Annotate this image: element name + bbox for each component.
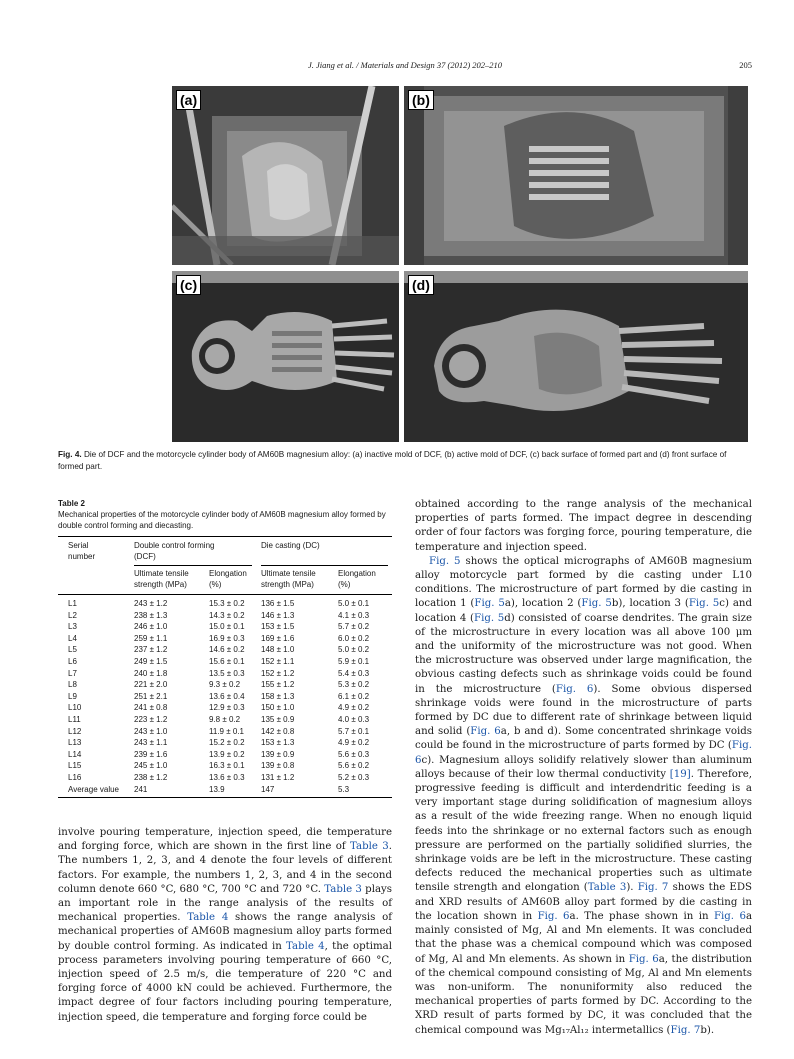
cross-reference-link[interactable]: Fig. 5 — [429, 555, 461, 567]
running-header — [58, 60, 752, 74]
table-cell: 237 ± 1.2 — [134, 645, 168, 655]
cross-reference-link[interactable]: Table 3 — [587, 882, 627, 894]
panel-label-a: (a) — [176, 90, 201, 110]
table-row-label: L14 — [68, 749, 82, 759]
table-cell: 16.3 ± 0.1 — [209, 761, 245, 771]
table-row-label: L16 — [68, 773, 82, 782]
subheader-dcf-uts: Ultimate tensile strength (MPa) — [134, 569, 189, 589]
text-run: c) and location 4 ( — [415, 598, 752, 624]
table-cell: 11.9 ± 0.1 — [209, 726, 244, 736]
table-cell: 240 ± 1.8 — [134, 668, 168, 678]
table-cell: 5.2 ± 0.3 — [338, 773, 370, 782]
mold-photo-a — [172, 86, 399, 265]
figure-caption — [58, 449, 752, 472]
table-cell: 135 ± 0.9 — [261, 715, 295, 724]
cross-reference-link[interactable]: Fig. 5 — [688, 598, 720, 610]
table-cell: 158 ± 1.3 — [261, 691, 295, 701]
figure-caption-label: Fig. 4. — [58, 450, 82, 459]
table-cell: 5.7 ± 0.2 — [338, 622, 370, 632]
text-run: a), location 2 ( — [504, 598, 582, 610]
cross-reference-link[interactable]: Fig. 6 — [555, 683, 594, 695]
table-cell: 131 ± 1.2 — [261, 773, 295, 782]
table-cell: 15.6 ± 0.1 — [209, 657, 245, 666]
table-cell: 259 ± 1.1 — [134, 633, 168, 643]
table-cell: 5.7 ± 0.1 — [338, 726, 370, 736]
table-row-label: L13 — [68, 738, 82, 748]
table-cell: 238 ± 1.2 — [134, 773, 168, 782]
cross-reference-link[interactable]: Fig. 6 — [713, 910, 746, 922]
table-cell: 147 — [261, 784, 275, 794]
table-2 — [58, 498, 392, 798]
table-cell: 249 ± 1.5 — [134, 657, 168, 666]
table-cell: 5.0 ± 0.1 — [338, 599, 370, 608]
table-header-rule — [58, 594, 392, 595]
table-row-label: L3 — [68, 622, 77, 632]
table-cell: 5.6 ± 0.3 — [338, 749, 370, 759]
table-cell: 13.6 ± 0.4 — [209, 691, 245, 701]
table-row-label: L1 — [68, 599, 77, 608]
table-cell: 4.9 ± 0.2 — [338, 703, 370, 713]
table-title: Table 2 — [58, 499, 85, 508]
table-cell: 5.4 ± 0.3 — [338, 668, 370, 678]
table-cell: 241 ± 0.8 — [134, 703, 168, 713]
table-row-label: L6 — [68, 657, 77, 666]
table-cell: 9.8 ± 0.2 — [209, 715, 241, 724]
header-dcf: Double control forming (DCF) — [134, 541, 215, 561]
table-row-label: L10 — [68, 703, 82, 713]
table-row-label: L15 — [68, 761, 82, 771]
table-cell: 150 ± 1.0 — [261, 703, 295, 713]
table-cell: 15.0 ± 0.1 — [209, 622, 245, 632]
part-photo-c — [172, 271, 399, 442]
table-row-label: L9 — [68, 691, 77, 701]
text-run: a, b and d). Some concentrated shrinkage voids could be found in the microstructure of parts formed by DC ( — [415, 726, 752, 752]
panel-label-d: (d) — [408, 275, 434, 295]
text-run: b), location 3 ( — [611, 598, 689, 610]
table-row-label: L2 — [68, 610, 77, 620]
panel-label-b: (b) — [408, 90, 434, 110]
table-cell: 148 ± 1.0 — [261, 645, 295, 655]
table-cell: 139 ± 0.8 — [261, 761, 295, 771]
table-row-label: L8 — [68, 680, 77, 690]
cross-reference-link[interactable]: Fig. 5 — [474, 612, 505, 624]
table-row-label: L11 — [68, 715, 81, 724]
table-cell: 243 ± 1.1 — [134, 738, 168, 748]
table-cell: 251 ± 2.1 — [134, 691, 168, 701]
cross-reference-link[interactable]: Fig. 6 — [537, 910, 570, 922]
table-cell: 9.3 ± 0.2 — [209, 680, 241, 690]
figure-4 — [172, 86, 748, 442]
text-run: , the optimal process parameters involving pouring temperature of 660 °C, injection speed of 2.5 m/s, die temperature of 220 °C and forging force of 4000 kN could be achieved. Furthermore, the impact degree of four factors including pouring temperature, injection speed, die temperature and forging force could be — [58, 940, 393, 1023]
cross-reference-link[interactable]: Table 4 — [187, 912, 229, 924]
body-paragraph — [415, 555, 752, 1038]
body-paragraph — [415, 498, 752, 555]
table-cell: 223 ± 1.2 — [134, 715, 168, 724]
figure-panel-d — [404, 271, 748, 442]
table-cell: 14.6 ± 0.2 — [209, 645, 245, 655]
table-cell: 239 ± 1.6 — [134, 749, 168, 759]
cross-reference-link[interactable]: Table 4 — [286, 940, 325, 952]
table-header — [58, 540, 392, 564]
table-row-label: L4 — [68, 633, 77, 643]
table-cell: 6.0 ± 0.2 — [338, 633, 370, 643]
table-row-label: L7 — [68, 668, 77, 678]
table-cell: 12.9 ± 0.3 — [209, 703, 245, 713]
table-cell: 139 ± 0.9 — [261, 749, 295, 759]
table-cell: 15.2 ± 0.2 — [209, 738, 245, 748]
figure-panel-c — [172, 271, 399, 442]
table-caption: Mechanical properties of the motorcycle cylinder body of AM60B magnesium alloy formed by double control forming and diecasting. — [58, 510, 386, 530]
cross-reference-link[interactable]: Fig. 5 — [581, 598, 612, 610]
cross-reference-link[interactable]: Fig. 6 — [470, 726, 501, 738]
table-cell: 16.9 ± 0.3 — [209, 633, 245, 643]
journal-citation: J. Jiang et al. / Materials and Design 37 (2012) 202–210 — [307, 60, 503, 70]
right-column-text — [415, 498, 752, 1038]
figure-panel-a — [172, 86, 399, 265]
table-row-label: L12 — [68, 726, 82, 736]
table-cell: 4.0 ± 0.3 — [338, 715, 370, 724]
subheader-dcf-elong: Elongation (%) — [209, 569, 247, 589]
cross-reference-link[interactable]: Fig. 6 — [628, 953, 659, 965]
text-run: . Therefore, progressive feeding is difficult and interdendritic feeding is a very important stage during solidification of magnesium alloys as a result of the wide freezing range. When no enough liquid feeds into the shrinkage or no external factors such as enough pressure are performed on the partially solidified slurries, the shrinkage voids are be left in the microstructure. These casting defects reduced the mechanical properties such as ultimate tensile strength and elongation ( — [415, 768, 752, 894]
page-number: 205 — [739, 60, 752, 70]
text-run: shows the range analysis of mechanical properties of AM60B magnesium alloy parts formed by double control forming. As indicated in — [58, 912, 393, 952]
table-row-label: Average value — [68, 784, 119, 794]
subheader-dc-uts: Ultimate tensile strength (MPa) — [261, 569, 316, 589]
cross-reference-link[interactable]: Fig. 7 — [670, 1024, 701, 1036]
table-cell: 243 ± 1.2 — [134, 599, 168, 608]
table-cell: 5.6 ± 0.2 — [338, 761, 370, 771]
table-cell: 4.9 ± 0.2 — [338, 738, 370, 748]
text-run: ). Some obvious dispersed shrinkage voids were found in the microstructure of parts formed by DC due to different rate of shrinkage between liquid and solid ( — [415, 683, 752, 738]
table-cell: 153 ± 1.3 — [261, 738, 295, 748]
text-run: d) consisted of coarse dendrites. The grain size of the microstructure in every location was all above 100 μm and the uniformity of the microstructure was not good. When the microstructure was observed under large magnification, the obvious casting defects such as shrinkage voids could be found in the microstructure ( — [415, 612, 752, 695]
text-run: plays an important role in the range analysis of the results of mechanical properties. — [58, 883, 393, 924]
cross-reference-link[interactable]: Fig. 5 — [474, 598, 505, 610]
text-run: involve pouring temperature, injection speed, die temperature and forging force, which are shown in the first line of — [58, 827, 392, 853]
table-cell: 246 ± 1.0 — [134, 622, 168, 632]
table-cell: 13.9 ± 0.2 — [209, 749, 245, 759]
table-cell: 169 ± 1.6 — [261, 633, 295, 643]
cross-reference-link[interactable]: Fig. 7 — [637, 882, 669, 894]
table-cell: 142 ± 0.8 — [261, 726, 295, 736]
table-cell: 152 ± 1.1 — [261, 657, 295, 666]
table-body — [58, 598, 392, 795]
header-dc: Die casting (DC) — [261, 541, 320, 550]
table-cell: 245 ± 1.0 — [134, 761, 168, 771]
subheader-dc-elong: Elongation (%) — [338, 569, 376, 589]
cross-reference-link[interactable]: Table 3 — [350, 841, 389, 853]
text-run: . The numbers 1, 2, 3, and 4 denote the four levels of different factors. For example, the numbers 1, 2, 3, and 4 in the second column denote 660 °C, 680 °C, 700 °C and 720 °C. — [58, 841, 392, 895]
table-cell: 5.3 — [338, 784, 350, 794]
table-cell: 221 ± 2.0 — [134, 680, 168, 690]
mold-photo-b — [404, 86, 748, 265]
text-run: c). Magnesium alloys solidify relatively slower than aluminum alloys because of their low thermal conductivity — [415, 754, 752, 780]
text-run: shows the optical micrographs of AM60B magnesium alloy motorcycle part formed by die casting under L10 conditions. The microstructure of part formed by die casting in location 1 ( — [415, 555, 752, 610]
text-run: obtained according to the range analysis of the mechanical properties of parts formed. The impact degree in descending order of four factors was forging force, pouring temperature, die temperature and injection speed. — [415, 499, 752, 553]
figure-panel-b — [404, 86, 748, 265]
table-cell: 13.6 ± 0.3 — [209, 773, 245, 782]
cross-reference-link[interactable]: Table 3 — [324, 883, 362, 895]
panel-label-c: (c) — [176, 275, 201, 295]
left-column-text — [58, 826, 392, 1025]
text-run: a. The phase shown in in — [569, 910, 714, 922]
header-serial: Serial number — [68, 541, 96, 561]
table-cell: 243 ± 1.0 — [134, 726, 168, 736]
table-cell: 5.0 ± 0.2 — [338, 645, 370, 655]
table-cell: 241 — [134, 784, 148, 794]
figure-caption-text: Die of DCF and the motorcycle cylinder body of AM60B magnesium alloy: (a) inactive mold of DCF, (b) active mold of DCF, (c) back surface of formed part and (d) front surface of formed part. — [58, 450, 727, 471]
table-cell: 152 ± 1.2 — [261, 668, 295, 678]
table-cell: 5.3 ± 0.2 — [338, 680, 370, 690]
table-cell: 155 ± 1.2 — [261, 680, 295, 690]
body-paragraph — [58, 826, 392, 1025]
part-photo-d — [404, 271, 748, 442]
cross-reference-link[interactable]: [19] — [669, 768, 691, 780]
table-cell: 136 ± 1.5 — [261, 599, 295, 608]
text-run: a, the distribution of the chemical compound consisting of Mg, Al and Mn elements was non-uniform. The nonuniformity also reduced the mechanical properties of parts formed by DC. According to the XRD result of parts formed by DC, it was concluded that the chemical compound was Mg₁₇Al₁₂ intermetallics ( — [415, 953, 752, 1036]
table-cell: 14.3 ± 0.2 — [209, 610, 245, 620]
table-cell: 146 ± 1.3 — [261, 610, 295, 620]
text-run: b). — [700, 1024, 715, 1036]
table-cell: 238 ± 1.3 — [134, 610, 168, 620]
text-run: ). — [626, 882, 638, 894]
table-cell: 13.9 — [209, 784, 225, 794]
table-cell: 4.1 ± 0.3 — [338, 610, 370, 620]
table-top-rule — [58, 536, 392, 537]
table-cell: 153 ± 1.5 — [261, 622, 295, 632]
table-cell: 6.1 ± 0.2 — [338, 691, 370, 701]
table-cell: 13.5 ± 0.3 — [209, 668, 245, 678]
text-run: shows the EDS and XRD results of AM60B alloy part formed by die casting in the location shown in — [415, 882, 753, 922]
table-subheader — [58, 568, 392, 592]
table-cell: 5.9 ± 0.1 — [338, 657, 370, 666]
table-cell: 15.3 ± 0.2 — [209, 599, 245, 608]
cross-reference-link[interactable]: Fig. 6 — [415, 740, 752, 766]
text-run: a mainly consisted of Mg, Al and Mn elements. It was concluded that the phase was a chemical compound which was composed of Mg, Al and Mn elements. As shown in — [415, 910, 753, 965]
table-bottom-rule — [58, 797, 392, 798]
table-row-label: L5 — [68, 645, 77, 655]
